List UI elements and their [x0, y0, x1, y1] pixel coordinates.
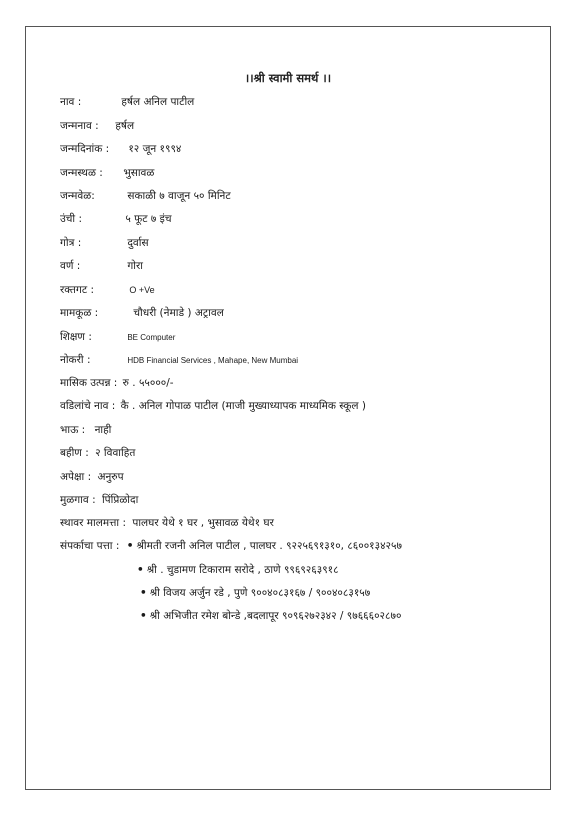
field-value: भुसावळ: [123, 167, 155, 179]
contact-item: [137, 563, 339, 577]
field-label: मामकूळ :: [60, 307, 99, 319]
field-value: रु . ५५०००/-: [122, 377, 174, 389]
field-row-birth-name: [60, 119, 134, 133]
field-label: शिक्षण :: [60, 331, 92, 343]
field-label: जन्मवेळ:: [60, 190, 95, 202]
field-value: HDB Financial Services , Mahape, New Mumbai: [127, 356, 299, 365]
field-row-complexion: [60, 259, 143, 273]
bullet-icon: •: [137, 564, 144, 576]
field-label: भाऊ :: [60, 424, 86, 436]
field-label: रक्तगट :: [60, 284, 94, 296]
contact-entry: श्री विजय अर्जुन रडे , पुणे ९००४०८३१६७ / ९००४०८३१५७: [149, 587, 371, 599]
field-value: दुर्वास: [127, 237, 149, 249]
field-value: हर्षल: [115, 120, 135, 132]
field-row-birth-place: [60, 166, 154, 180]
field-row-gotra: [60, 236, 149, 250]
field-value: O +Ve: [129, 285, 155, 295]
field-row-income: [60, 376, 174, 390]
field-value: हर्षल अनिल पाटील: [121, 96, 195, 108]
field-label: जन्मदिनांक :: [60, 143, 110, 155]
field-label: स्थावर मालमत्ता :: [60, 517, 127, 529]
bullet-icon: •: [140, 587, 147, 599]
field-row-birth-time: [60, 189, 231, 203]
field-row-brother: [60, 423, 111, 437]
field-value: BE Computer: [127, 333, 176, 342]
bullet-icon: •: [140, 610, 147, 622]
field-label: नाव :: [60, 96, 82, 108]
field-row-property: [60, 516, 274, 530]
contact-label: संपर्काचा पत्ता :: [60, 540, 120, 552]
field-row-job: [60, 353, 298, 368]
field-value: १२ जून १९९४: [128, 143, 182, 155]
field-value: चौधरी (नेमाडे ) अट्रावल: [133, 307, 224, 319]
field-value: ५ फूट ७ इंच: [125, 213, 172, 225]
field-label: नोकरी :: [60, 354, 91, 366]
field-label: जन्मस्थळ :: [60, 167, 103, 179]
field-value: कै . अनिल गोपाळ पाटील (माजी मुख्याध्यापक माध्यमिक स्कूल ): [120, 400, 366, 412]
field-row-native-village: [60, 493, 138, 507]
field-row-father-name: [60, 399, 366, 413]
field-label: जन्मनाव :: [60, 120, 99, 132]
field-label: वडिलांचे नाव :: [60, 400, 116, 412]
field-row-maternal-family: [60, 306, 224, 320]
field-value: सकाळी ७ वाजून ५० मिनिट: [127, 190, 231, 202]
contact-entry: श्रीमती रजनी अनिल पाटील , पालघर . ९२२५६९१३१०, ८६००१३४२५७: [136, 540, 402, 552]
contact-section: [60, 539, 402, 553]
field-value: पालघर येथे १ घर , भुसावळ येथे१ घर: [132, 517, 274, 529]
field-label: उंची :: [60, 213, 83, 225]
field-label: मासिक उत्पन्न :: [60, 377, 118, 389]
field-row-education: [60, 330, 175, 345]
field-row-name: [60, 95, 194, 109]
contact-entry: श्री अभिजीत रमेश बोन्डे ,बदलापूर ९०९६२७२३४२ / ९७६६६०२८७०: [149, 610, 402, 622]
field-label: गोत्र :: [60, 237, 82, 249]
document-page: [25, 26, 551, 790]
field-label: वर्ण :: [60, 260, 81, 272]
field-value: २ विवाहित: [95, 447, 136, 459]
contact-item: [140, 609, 401, 623]
field-value: पिंप्रिळोदा: [101, 494, 139, 506]
field-label: मुळगाव :: [60, 494, 96, 506]
contact-entry: श्री . चुडामण टिकाराम सरोदे , ठाणे ९९६९२६३९१८: [146, 564, 339, 576]
field-label: अपेक्षा :: [60, 471, 92, 483]
field-row-blood-group: [60, 283, 155, 297]
field-value: गोरा: [127, 260, 143, 272]
field-row-birth-date: [60, 142, 181, 156]
page-title: ।।श्री स्वामी समर्थ ।।: [244, 71, 332, 85]
field-value: अनुरुप: [97, 471, 124, 483]
field-row-height: [60, 212, 172, 226]
field-label: बहीण :: [60, 447, 89, 459]
bullet-icon: •: [126, 540, 134, 552]
field-row-expectation: [60, 470, 124, 484]
field-value: नाही: [94, 424, 112, 436]
contact-item: [140, 586, 370, 600]
field-row-sister: [60, 446, 135, 460]
